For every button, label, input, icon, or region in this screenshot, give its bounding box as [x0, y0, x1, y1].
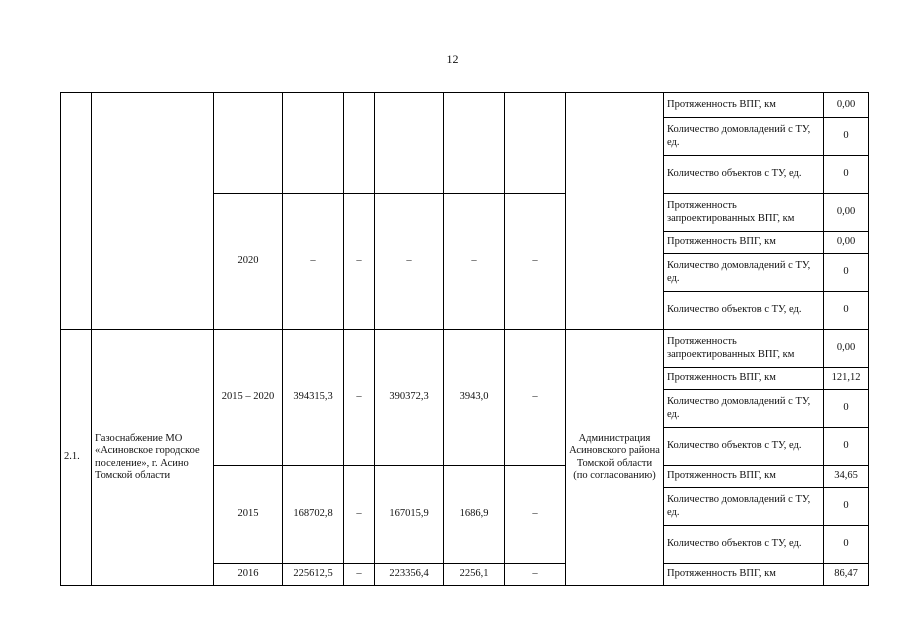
table-row: [61, 330, 869, 368]
continued-name-cell: [92, 93, 214, 330]
federal-cell: –: [344, 564, 375, 586]
federal-cell: –: [344, 466, 375, 564]
local-cell: –: [444, 194, 505, 330]
indicator-name: Количество домовладений с ТУ, ед.: [664, 254, 824, 292]
executor-cell: Администрация Асиновского района Томской области (по согласованию): [566, 330, 664, 586]
local-cell: 1686,9: [444, 466, 505, 564]
local-cell: 3943,0: [444, 330, 505, 466]
indicator-name: Протяженность ВПГ, км: [664, 368, 824, 390]
year-cell: 2015 – 2020: [214, 330, 283, 466]
indicator-name: Протяженность запроектированных ВПГ, км: [664, 194, 824, 232]
indicator-name: Количество объектов с ТУ, ед.: [664, 526, 824, 564]
continued-loc-cell: [444, 93, 505, 194]
section-number: 2.1.: [61, 330, 92, 586]
indicator-value: 0: [824, 428, 869, 466]
section-name: Газоснабжение МО «Асиновское городское поселение», г. Асино Томской области: [92, 330, 214, 586]
continued-total-cell: [283, 93, 344, 194]
regional-cell: 167015,9: [375, 466, 444, 564]
indicator-value: 0,00: [824, 330, 869, 368]
total-cell: –: [283, 194, 344, 330]
indicator-value: 0: [824, 390, 869, 428]
year-cell: 2015: [214, 466, 283, 564]
indicator-name: Количество объектов с ТУ, ед.: [664, 156, 824, 194]
total-cell: 394315,3: [283, 330, 344, 466]
table-row: [61, 93, 869, 118]
federal-cell: –: [344, 330, 375, 466]
regional-cell: 223356,4: [375, 564, 444, 586]
page-number: 12: [446, 52, 459, 66]
indicator-value: 0,00: [824, 232, 869, 254]
continued-extra-cell: [505, 93, 566, 194]
extra-cell: –: [505, 466, 566, 564]
indicator-value: 0: [824, 292, 869, 330]
indicator-name: Количество домовладений с ТУ, ед.: [664, 390, 824, 428]
indicator-value: 121,12: [824, 368, 869, 390]
continued-fed-cell: [344, 93, 375, 194]
indicator-name: Протяженность ВПГ, км: [664, 564, 824, 586]
indicator-name: Количество домовладений с ТУ, ед.: [664, 488, 824, 526]
continued-year-cell: [214, 93, 283, 194]
regional-cell: –: [375, 194, 444, 330]
federal-cell: –: [344, 194, 375, 330]
indicator-name: Протяженность ВПГ, км: [664, 466, 824, 488]
regional-cell: 390372,3: [375, 330, 444, 466]
continued-executor-cell: [566, 93, 664, 330]
total-cell: 168702,8: [283, 466, 344, 564]
total-cell: 225612,5: [283, 564, 344, 586]
extra-cell: –: [505, 330, 566, 466]
indicator-name: Количество объектов с ТУ, ед.: [664, 428, 824, 466]
indicator-value: 0: [824, 526, 869, 564]
indicator-value: 0: [824, 254, 869, 292]
indicator-value: 34,65: [824, 466, 869, 488]
local-cell: 2256,1: [444, 564, 505, 586]
indicator-value: 0,00: [824, 93, 869, 118]
indicator-value: 0: [824, 488, 869, 526]
continued-reg-cell: [375, 93, 444, 194]
program-table: [60, 92, 869, 586]
year-cell: 2020: [214, 194, 283, 330]
extra-cell: –: [505, 564, 566, 586]
year-cell: 2016: [214, 564, 283, 586]
indicator-name: Количество объектов с ТУ, ед.: [664, 292, 824, 330]
indicator-value: 0: [824, 118, 869, 156]
indicator-name: Протяженность запроектированных ВПГ, км: [664, 330, 824, 368]
indicator-value: 0: [824, 156, 869, 194]
continued-number-cell: [61, 93, 92, 330]
indicator-name: Количество домовладений с ТУ, ед.: [664, 118, 824, 156]
indicator-value: 86,47: [824, 564, 869, 586]
indicator-name: Протяженность ВПГ, км: [664, 93, 824, 118]
indicator-value: 0,00: [824, 194, 869, 232]
extra-cell: –: [505, 194, 566, 330]
indicator-name: Протяженность ВПГ, км: [664, 232, 824, 254]
